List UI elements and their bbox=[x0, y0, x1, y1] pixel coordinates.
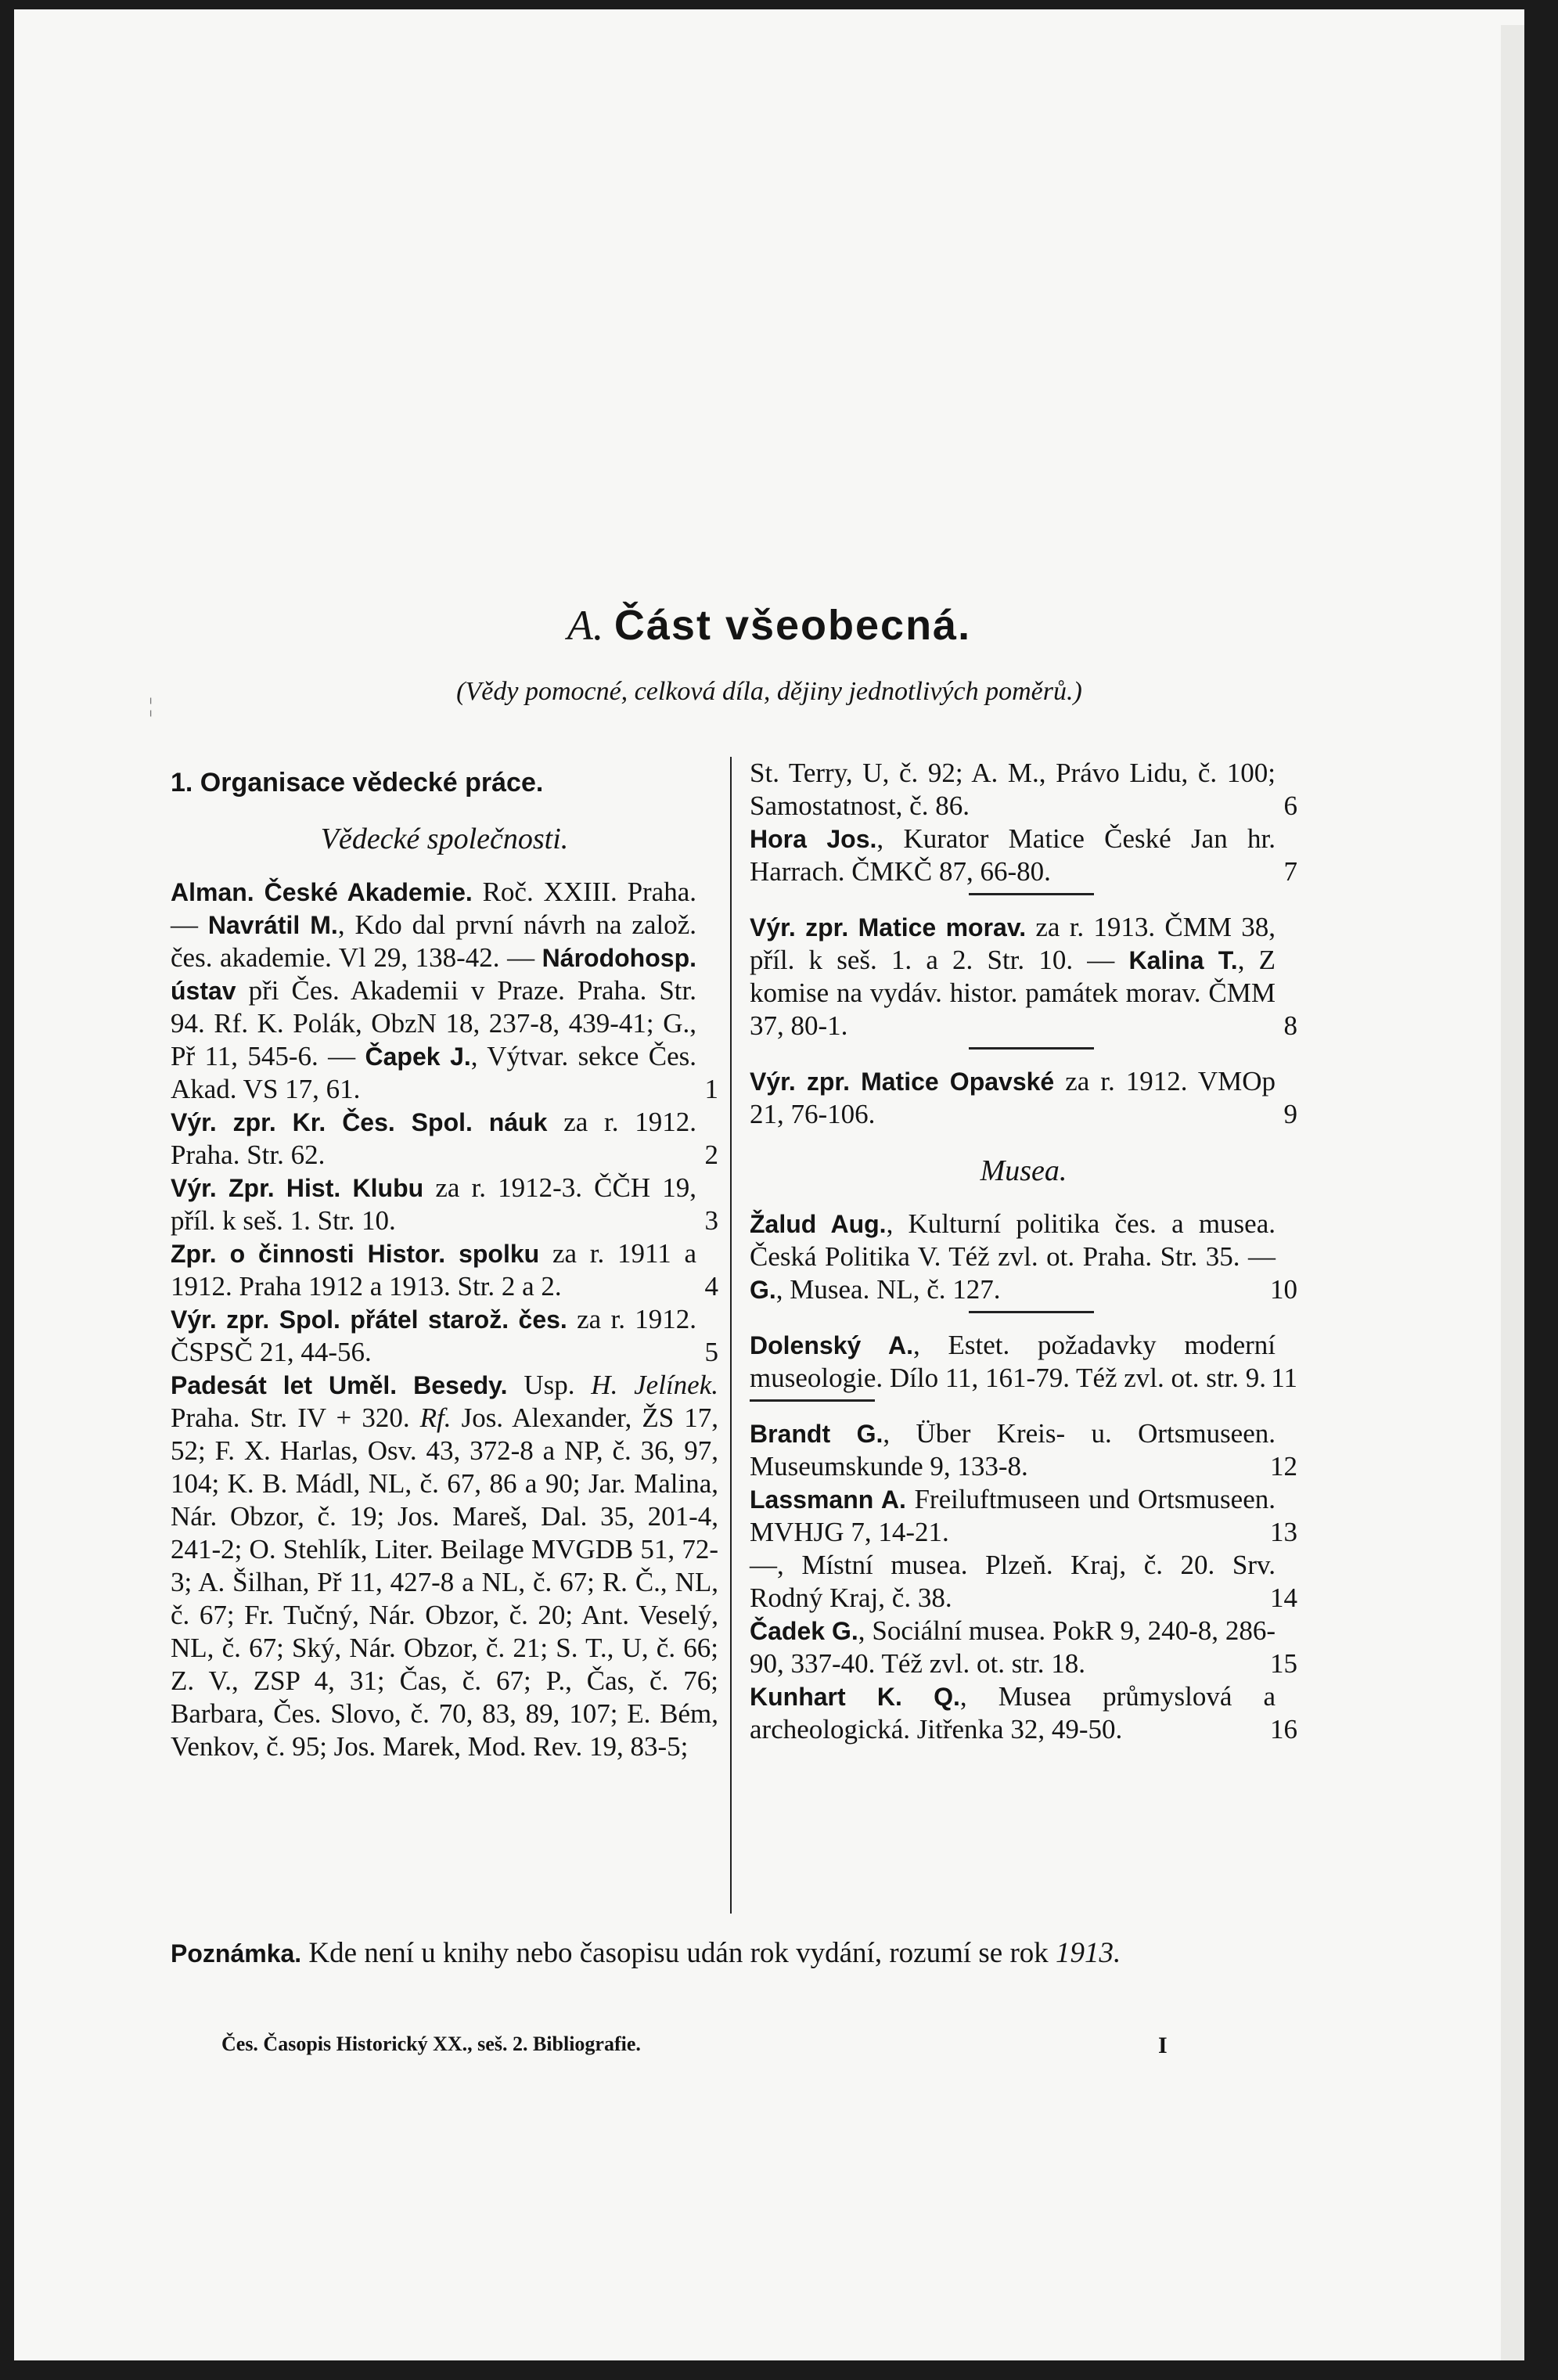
footnote bbox=[171, 1936, 1282, 1971]
note-text: Kde není u knihy nebo časopisu udán rok vydání, rozumí se rok bbox=[301, 1937, 1056, 1969]
entry-number: 16 bbox=[1270, 1714, 1297, 1744]
bib-entry bbox=[171, 1369, 718, 1763]
entry-text: Freiluftmuseen und Ortsmuseen. MVHJG 7, 14-21. bbox=[750, 1484, 1276, 1547]
entry-text: , Estet. požadavky moderní museologie. Dílo 11, 161-79. Též zvl. ot. str. 9. bbox=[750, 1330, 1276, 1393]
entry-bold: Navrátil M. bbox=[207, 911, 338, 939]
entry-text: za r. 1911 a 1912. Praha 1912 a 1913. Str. 2 a 2. bbox=[171, 1238, 696, 1302]
heading-letter: A. bbox=[567, 602, 604, 649]
bib-entry bbox=[171, 1237, 718, 1303]
musea-title: Musea. bbox=[980, 1154, 1067, 1187]
entry-text: , Musea průmyslová a archeologická. Jitřenka 32, 49-50. bbox=[750, 1681, 1276, 1744]
note-label: Poznámka. bbox=[171, 1939, 302, 1968]
entry-italic: Rf. bbox=[419, 1402, 452, 1433]
separator-rule bbox=[750, 1399, 875, 1402]
entry-number: 3 bbox=[704, 1205, 718, 1236]
bib-entry bbox=[750, 1329, 1297, 1395]
entry-text: , Výtvar. sekce Čes. Akad. VS 17, 61. bbox=[171, 1041, 697, 1104]
subsection-title: Vědecké společnosti. bbox=[320, 823, 569, 855]
bib-entry bbox=[750, 1065, 1297, 1131]
separator-rule bbox=[969, 1047, 1094, 1050]
entry-text: Jos. Alexander, ŽS 17, 52; F. X. Harlas, Osv. 43, 372-8 a NP, č. 36, 97, 104; K. B. Mádl, NL, č. 67, 86 a 90; Jar. Malina, Nár. Obzor, č. 19; Jos. Mareš, Dal. 35, 201-4, 241-2; O. Stehlík, Liter. Beilage MVGDB 51, 72-3; A. Šilhan, Př 11, 427-8 a NL, č. 67; R. Č., NL, č. 67; Fr. Tučný, Nár. Obzor, č. 20; Ant. Veselý, NL, č. 67; Ský, Nár. Obzor, č. 21; S. T., U, č. 66; Z. V., ZSP 4, 31; Čas, č. 67; P., Čas, č. 76; Barbara, Čes. Slovo, č. 70, 83, 89, 107; E. Bém, Venkov, č. 95; Jos. Marek, Mod. Rev. 19, 83-5; bbox=[171, 1402, 718, 1762]
right-column bbox=[750, 757, 1297, 1746]
page-number: I bbox=[1158, 2033, 1168, 2058]
entry-number: 2 bbox=[704, 1140, 718, 1170]
entry-bold: Hora Jos. bbox=[750, 825, 877, 853]
entry-bold: Výr. zpr. Matice morav. bbox=[750, 913, 1027, 942]
entry-number: 13 bbox=[1270, 1517, 1297, 1547]
entry-text: Praha. Str. IV + 320. bbox=[171, 1402, 420, 1433]
entry-italic: H. Jelínek. bbox=[591, 1370, 718, 1400]
left-column bbox=[171, 757, 718, 1763]
bib-entry bbox=[171, 1172, 718, 1237]
entry-text: , Sociální musea. PokR 9, 240-8, 286-90, 337-40. Též zvl. ot. str. 18. bbox=[750, 1615, 1276, 1679]
entry-text: Usp. bbox=[507, 1370, 592, 1400]
entry-text: , Z komise na vydáv. histor. památek morav. ČMM 37, 80-1. bbox=[750, 945, 1276, 1041]
entry-text: , Musea. NL, č. 127. bbox=[775, 1274, 1001, 1305]
entry-bold: Padesát let Uměl. Besedy. bbox=[171, 1371, 508, 1399]
scan-mark: ¦ bbox=[149, 694, 153, 717]
bib-entry bbox=[171, 1303, 718, 1369]
bib-entry bbox=[750, 911, 1297, 1042]
bib-entry bbox=[750, 1615, 1297, 1680]
entry-bold: Výr. zpr. Matice Opavské bbox=[750, 1068, 1055, 1096]
separator-rule bbox=[969, 893, 1094, 895]
note-year: 1913. bbox=[1056, 1937, 1121, 1969]
section-heading bbox=[14, 602, 1524, 649]
entry-bold: G. bbox=[750, 1276, 776, 1304]
entry-text: , Kulturní politika čes. a musea. Česká Politika V. Též zvl. ot. Praha. Str. 35. — bbox=[750, 1208, 1276, 1272]
bib-entry bbox=[750, 1549, 1297, 1615]
entry-bold: Výr. Zpr. Hist. Klubu bbox=[171, 1174, 424, 1202]
heading-title: Část všeobecná. bbox=[613, 602, 972, 649]
journal-footer: Čes. Časopis Historický XX., seš. 2. Bibliografie. bbox=[221, 2033, 641, 2055]
bib-entry bbox=[171, 876, 718, 1106]
entry-number: 4 bbox=[704, 1271, 718, 1302]
entry-bold: Lassmann A. bbox=[750, 1485, 906, 1514]
page bbox=[14, 9, 1524, 2360]
entry-text: , Über Kreis- u. Ortsmuseen. Museumskunde 9, 133-8. bbox=[750, 1418, 1276, 1482]
entry-bold: Kunhart K. Q. bbox=[750, 1683, 960, 1711]
entry-text: , Kurator Matice České Jan hr. Harrach. ČMKČ 87, 66-80. bbox=[750, 823, 1276, 887]
entry-bold: Výr. zpr. Kr. Čes. Spol. náuk bbox=[171, 1108, 548, 1136]
bib-entry bbox=[750, 1208, 1297, 1306]
entry-text: za r. 1912. ČSPSČ 21, 44-56. bbox=[171, 1304, 696, 1367]
entry-number: 9 bbox=[1283, 1099, 1297, 1129]
entry-text: za r. 1913. ČMM 38, příl. k seš. 1. a 2. Str. 10. — bbox=[750, 912, 1276, 975]
entry-bold: Čadek G. bbox=[750, 1617, 858, 1645]
bib-entry bbox=[750, 1680, 1297, 1746]
entry-number: 12 bbox=[1270, 1451, 1297, 1482]
entry-bold: Čapek J. bbox=[365, 1042, 471, 1071]
entry-number: 8 bbox=[1283, 1010, 1297, 1041]
bib-entry bbox=[750, 823, 1297, 888]
page-gutter-shadow bbox=[1501, 25, 1524, 2360]
column-divider bbox=[730, 757, 732, 1914]
entry-number: 7 bbox=[1283, 856, 1297, 887]
section-title: 1. Organisace vědecké práce. bbox=[171, 768, 544, 798]
bib-entry bbox=[750, 757, 1297, 823]
entry-number: 5 bbox=[704, 1337, 718, 1367]
entry-number: 10 bbox=[1270, 1274, 1297, 1305]
bib-entry bbox=[750, 1417, 1297, 1483]
entry-number: 1 bbox=[704, 1074, 718, 1104]
entry-bold: Zpr. o činnosti Histor. spolku bbox=[171, 1240, 540, 1268]
entry-bold: Žalud Aug. bbox=[750, 1210, 887, 1238]
bib-entry bbox=[171, 1106, 718, 1172]
entry-bold: Dolenský A. bbox=[750, 1331, 913, 1359]
entry-text: při Čes. Akademii v Praze. Praha. Str. 94. Rf. K. Polák, ObzN 18, 237-8, 439-41; G., Př 11, 545-6. — bbox=[171, 975, 696, 1071]
entry-number: 6 bbox=[1283, 790, 1297, 821]
entry-bold: Národohosp. ústav bbox=[171, 944, 696, 1005]
entry-text: za r. 1912. VMOp 21, 76-106. bbox=[750, 1066, 1276, 1129]
entry-bold: Kalina T. bbox=[1128, 946, 1238, 974]
entry-text: , Kdo dal první návrh na založ. čes. akademie. Vl 29, 138-42. — bbox=[171, 909, 697, 973]
entry-bold: Výr. zpr. Spol. přátel starož. čes. bbox=[171, 1305, 567, 1334]
separator-rule bbox=[969, 1311, 1094, 1313]
entry-bold: Brandt G. bbox=[750, 1420, 883, 1448]
entry-text: za r. 1912-3. ČČH 19, příl. k seš. 1. Str. 10. bbox=[171, 1172, 696, 1236]
entry-text: za r. 1912. Praha. Str. 62. bbox=[171, 1107, 697, 1170]
entry-bold: Alman. České Akademie. bbox=[171, 878, 473, 906]
entry-number: 11 bbox=[1271, 1363, 1297, 1393]
entry-text: —, Místní musea. Plzeň. Kraj, č. 20. Srv. Rodný Kraj, č. 38. bbox=[750, 1550, 1276, 1613]
entry-number: 15 bbox=[1270, 1648, 1297, 1679]
subheading: (Vědy pomocné, celková díla, dějiny jednotlivých poměrů.) bbox=[456, 677, 1082, 706]
entry-text: St. Terry, U, č. 92; A. M., Právo Lidu, č. 100; Samostatnost, č. 86. bbox=[750, 758, 1276, 821]
entry-number: 14 bbox=[1270, 1582, 1297, 1613]
bib-entry bbox=[750, 1483, 1297, 1549]
entry-text: Roč. XXIII. Praha. — bbox=[171, 877, 697, 940]
